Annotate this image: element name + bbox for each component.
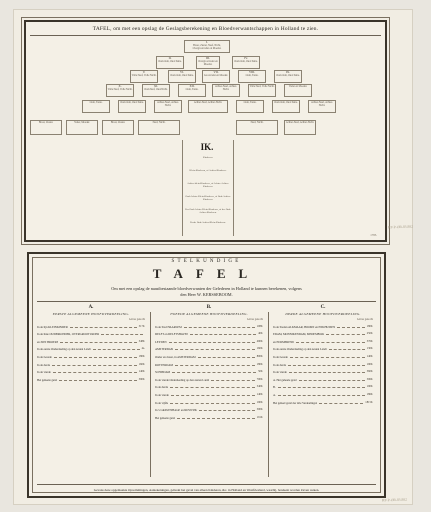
row-value: 2500. xyxy=(366,332,373,336)
table-row xyxy=(273,325,373,329)
descendant-item: Oud-Achter-Klein-Kinderen, of Oud-Achter-Kinderen. xyxy=(185,195,231,201)
divider xyxy=(37,484,376,485)
row-value: 3760. xyxy=(366,339,373,343)
table-row xyxy=(155,347,263,351)
table-row xyxy=(155,332,263,336)
generation-number: VIII. xyxy=(249,70,255,74)
row-label: LEYDEN xyxy=(155,339,167,344)
kinship-label: Oud-Oom, Oud-Tante. xyxy=(170,74,194,77)
table-row xyxy=(37,340,145,344)
row-label: DELFT en DELFTSHAVEN xyxy=(155,332,189,337)
generation-number: I. xyxy=(206,40,208,44)
table-row xyxy=(155,393,263,397)
table-row xyxy=(273,332,373,336)
leader-dots xyxy=(53,372,137,373)
row-label: Het geheele getal xyxy=(37,377,58,382)
pedigree-box xyxy=(236,100,264,113)
row-value: 1400. xyxy=(256,392,263,396)
leader-dots xyxy=(177,418,255,419)
pedigree-box xyxy=(138,120,180,135)
pedigree-box xyxy=(178,84,206,97)
row-value: 4a. xyxy=(141,347,145,351)
row-label: In de eerste Onderdeeling op den zesten Landt xyxy=(37,347,91,352)
table-row xyxy=(155,370,263,374)
kinship-label: Achter-Neef, Achter-Nicht. xyxy=(193,101,223,104)
pedigree-box xyxy=(106,84,134,97)
table-row xyxy=(37,325,145,329)
leader-dots xyxy=(337,327,364,328)
descendant-item: Klein-Kinderen, of Achter-Kinderen. xyxy=(189,169,227,172)
table-row xyxy=(273,347,373,351)
pedigree-box xyxy=(284,84,312,97)
row-value: 3480. xyxy=(138,339,145,343)
descendant-column xyxy=(182,140,234,236)
column-letter: C. xyxy=(320,305,326,310)
kinship-label: Oom, Tante. xyxy=(243,101,257,104)
row-value: 1900. xyxy=(366,385,373,389)
leader-dots xyxy=(319,403,363,404)
row-value: 1400. xyxy=(366,354,373,358)
kinship-label: Oud-Oom, Oud-Tante. xyxy=(158,60,182,63)
row-label: In de vijfde xyxy=(155,400,169,405)
pedigree-box xyxy=(248,84,276,97)
table-row xyxy=(273,355,373,359)
row-label: In de Stad HAARLEM xyxy=(155,324,182,329)
leader-dots xyxy=(288,365,365,366)
row-value: 1400. xyxy=(138,370,145,374)
table-row xyxy=(273,378,373,382)
row-value: 3170. xyxy=(138,324,145,328)
kinship-label: Achter-Neef, Achter-Nicht. xyxy=(311,101,333,107)
pedigree-box xyxy=(168,70,196,83)
kinship-label: Vader en Moeder. xyxy=(288,85,308,88)
row-label: A. xyxy=(273,392,276,397)
row-value: 5400. xyxy=(256,385,263,389)
column-separator xyxy=(150,312,151,477)
table-row xyxy=(273,401,373,405)
leader-dots xyxy=(175,365,255,366)
column-letter: B. xyxy=(206,305,212,310)
row-label: Het geheele getal xyxy=(155,415,176,420)
table-row xyxy=(155,325,263,329)
generation-number: XI. xyxy=(154,84,158,88)
row-value: 500. xyxy=(258,370,263,374)
pedigree-box xyxy=(66,120,98,135)
divider xyxy=(30,35,381,36)
table-row xyxy=(155,378,263,382)
divider xyxy=(37,301,376,302)
leader-dots xyxy=(184,327,255,328)
pedigree-box xyxy=(212,84,240,97)
kinship-label: Broer, Zuster. xyxy=(38,121,54,124)
kinship-label: Volle Neef, Volle Nicht. xyxy=(131,74,157,77)
leader-dots xyxy=(93,349,140,350)
leader-dots xyxy=(296,342,364,343)
table-row xyxy=(155,355,263,359)
leader-dots xyxy=(278,395,365,396)
inventory-stamp: RP-P-OB-83.882 xyxy=(387,224,413,230)
kinship-label: Oud-Neef, Oud-Nicht. xyxy=(144,88,168,91)
kinship-label: Achter-Neef, Achter-Nicht. xyxy=(215,85,237,91)
row-label: In de vierde xyxy=(37,370,51,375)
leader-dots xyxy=(54,357,137,358)
row-value: 18150. xyxy=(365,400,373,404)
row-label: In de tweede xyxy=(37,354,52,359)
row-label: In de derde xyxy=(155,385,169,390)
leader-dots xyxy=(171,395,255,396)
pedigree-box xyxy=(118,100,146,113)
column-letter: A. xyxy=(88,305,94,310)
inventory-stamp-bottom: RP-P-OB-83.882 xyxy=(381,497,407,503)
pedigree-box xyxy=(308,100,336,113)
generation-number: XII. xyxy=(189,84,195,88)
row-label: In de derde xyxy=(273,362,287,367)
column-separator xyxy=(268,312,269,477)
table-row xyxy=(273,363,373,367)
row-label: In de eerste Onderdeeling op den zesten Landt xyxy=(273,347,327,352)
pedigree-box xyxy=(202,70,230,83)
leader-dots xyxy=(299,380,365,381)
pedigree-box xyxy=(236,120,278,135)
table-row xyxy=(37,355,145,359)
column-heading: EERSTE ALGEMEENE HOOFDVERDEELING. xyxy=(52,312,130,316)
row-label: EDAM, MONNIKENDAM, MEDEMBLIK xyxy=(273,332,325,337)
pedigree-box xyxy=(238,70,266,83)
leader-dots xyxy=(278,387,365,388)
row-value: 4900. xyxy=(256,339,263,343)
leader-dots xyxy=(211,380,255,381)
row-label: In 's GRAVENHAGE en RIJSWIJK xyxy=(155,408,197,413)
generation-number: III. xyxy=(206,56,210,60)
row-value: 1860. xyxy=(366,392,373,396)
kinship-label: Overgrootvader en Moeder. xyxy=(198,60,218,66)
row-value: 5060. xyxy=(366,377,373,381)
pedigree-box xyxy=(30,120,62,135)
kinship-label: Oud-Oom, Oud-Tante. xyxy=(234,60,258,63)
row-value: 1600. xyxy=(256,347,263,351)
column-a xyxy=(37,305,145,477)
table-row xyxy=(155,340,263,344)
row-label: In de Steden ALKMAAR, HOORN en ENKHUIZEN xyxy=(273,324,336,329)
unit-label: Lettres gekocht xyxy=(356,318,373,321)
row-value: 7000. xyxy=(256,377,263,381)
table-row xyxy=(273,340,373,344)
row-value: 1900. xyxy=(366,362,373,366)
table-row xyxy=(37,332,145,336)
pedigree-title: TAFEL, om met een opslag de Geslagsberekening en Bloedverwantschappen in Holland te zien. xyxy=(92,26,319,32)
leader-dots xyxy=(170,387,255,388)
table-subtitle-2: den Heer W. KERSSEBOOM. xyxy=(180,292,233,297)
kinship-label: Grootvader en Moeder. xyxy=(203,74,229,77)
row-label: In de lijn KLEINKINDER xyxy=(37,324,68,329)
pedigree-box xyxy=(272,100,300,113)
table-footer: Gevans deze opgemaakte Opsommingen, Aantekeningen, gebrekt het geval van alleen Kinderen, &c. in Holland en Westfriesland, waarbij, berekent worden Zeven weken. xyxy=(93,488,320,492)
row-label: In de vierde xyxy=(273,370,287,375)
generation-number: IV. xyxy=(244,56,248,60)
row-value: 5000. xyxy=(256,408,263,412)
row-label: AMSTERDAM xyxy=(155,347,174,352)
kinship-label: Oud-Oom, Oud-Tante. xyxy=(274,101,298,104)
table-row xyxy=(37,370,145,374)
kinship-label: Oom, Tante. xyxy=(89,101,103,104)
row-value: 1800. xyxy=(256,362,263,366)
unit-label: Lettres gekocht xyxy=(246,318,263,321)
kinship-label: Oom, Tante. xyxy=(185,88,199,91)
leader-dots xyxy=(198,357,255,358)
kinship-label: Broer, Zuster. xyxy=(110,121,126,124)
leader-dots xyxy=(60,342,136,343)
leader-dots xyxy=(190,334,256,335)
table-row xyxy=(155,363,263,367)
pedigree-footer: 1783. xyxy=(370,233,377,237)
row-value: 1800. xyxy=(366,324,373,328)
table-subtitle-1: Om met een opslag de naastbestaande bloedverwanten der Gelederen in Holland te kunnen berekenen, volgens xyxy=(111,286,302,291)
generation-number: II. xyxy=(168,56,172,60)
table-row xyxy=(155,385,263,389)
row-value: 5600. xyxy=(366,370,373,374)
kinship-label: Oom, Tante. xyxy=(245,74,259,77)
kinship-label: Vader, Moeder. xyxy=(74,121,90,124)
kinship-label: Achter-Neef, Achter-Nicht. xyxy=(157,101,179,107)
pedigree-box xyxy=(130,70,158,83)
pedigree-box xyxy=(156,56,184,69)
table-row xyxy=(155,408,263,412)
descendant-item: Kinderen. xyxy=(203,156,213,159)
row-label: In de linie OUDERKINDER, OVERGROOTVADER xyxy=(37,332,100,337)
row-label: Onder en doner, in AMSTERDAM xyxy=(155,354,196,359)
leader-dots xyxy=(290,357,365,358)
table-row xyxy=(37,363,145,367)
generation-number: IX. xyxy=(286,70,290,74)
leader-dots xyxy=(170,403,254,404)
pedigree-box xyxy=(142,84,170,97)
table-row xyxy=(273,393,373,397)
table-row xyxy=(273,370,373,374)
kinship-label: Broer, Zuster, Neef, Nicht, Overgrootvader en Moeder. xyxy=(192,44,222,50)
descendant-item: Der Oud-Achter-Klein-Kinderen, of der Oud-Achter-Kinderen. xyxy=(185,208,231,214)
kinship-label: Volle Neef, Volle Nicht. xyxy=(249,85,275,88)
descendant-item: Achter-klein-Kinderen, of Achter-Achter-Kinderen. xyxy=(187,182,229,188)
ik-label: IK. xyxy=(200,142,214,152)
kinship-label: Volle Neef, Volle Nicht. xyxy=(107,88,133,91)
descendant-item: Derde Oud-Achter-Klein-Kinderen. xyxy=(190,221,226,224)
row-value: 1800. xyxy=(138,354,145,358)
kinship-label: Oud-Oom, Oud-Tante. xyxy=(276,74,300,77)
row-label: In de tweede xyxy=(273,354,288,359)
column-b xyxy=(155,305,263,477)
unit-label: Lettres gekocht xyxy=(128,318,145,321)
table-row xyxy=(273,385,373,389)
leader-dots xyxy=(169,342,255,343)
pedigree-box xyxy=(102,120,134,135)
leader-dots xyxy=(59,380,137,381)
row-value: 3900. xyxy=(138,377,145,381)
column-heading: TWEEDE ALGEMEENE HOOFDVERDEELING. xyxy=(170,312,248,316)
row-value: 1300. xyxy=(366,347,373,351)
table-big-title: TAFEL xyxy=(152,266,261,281)
kinship-label: Oud-Oom, Oud-Tante. xyxy=(120,101,144,104)
pedigree-box xyxy=(274,70,302,83)
leader-dots xyxy=(175,349,254,350)
table-row xyxy=(155,416,263,420)
generation-number: VII. xyxy=(213,70,219,74)
pedigree-table xyxy=(24,20,387,242)
leader-dots xyxy=(70,327,137,328)
row-label: In de vierde Onderdeeling op den zesten Landt xyxy=(155,377,210,382)
table-row xyxy=(37,378,145,382)
row-label: A. Het geheele getal xyxy=(273,377,297,382)
row-label: ROTTERDAM xyxy=(155,362,173,367)
generation-number: VI. xyxy=(180,70,184,74)
leader-dots xyxy=(289,372,365,373)
leader-dots xyxy=(199,410,255,411)
leader-dots xyxy=(326,334,364,335)
row-label: en PURMEREND xyxy=(273,339,295,344)
pedigree-box xyxy=(184,40,230,53)
pedigree-box xyxy=(232,56,260,69)
row-label: B. xyxy=(273,385,276,390)
column-heading: DERDE ALGEMEENE HOOFDVERDEELING. xyxy=(285,312,361,316)
leader-dots xyxy=(329,349,365,350)
row-value: 8000. xyxy=(256,354,263,358)
pedigree-box xyxy=(196,56,220,69)
row-value: 1900. xyxy=(256,400,263,404)
pedigree-box xyxy=(188,100,228,113)
row-label: SCHIEDAM xyxy=(155,370,171,375)
stelkundige-table xyxy=(27,252,386,498)
kinship-label: Achter-Neef, Achter-Nicht. xyxy=(285,121,315,124)
kinship-label: Neef, Nicht. xyxy=(152,121,166,124)
row-value: 1080. xyxy=(256,324,263,328)
pedigree-box xyxy=(284,120,316,135)
pedigree-box xyxy=(82,100,110,113)
row-label: In de derde xyxy=(37,362,51,367)
row-value: 400. xyxy=(258,332,263,336)
leader-dots xyxy=(101,334,143,335)
row-value: 1910. xyxy=(256,415,263,419)
leader-dots xyxy=(52,365,137,366)
row-label: en ZIJN BROERS xyxy=(37,339,59,344)
column-c xyxy=(273,305,373,477)
generation-number: V. xyxy=(142,70,146,74)
generation-number: X. xyxy=(118,84,122,88)
row-label: In de vierde xyxy=(155,392,169,397)
pedigree-box xyxy=(154,100,182,113)
table-pre-title: STELKUNDIGE xyxy=(171,259,242,264)
row-label: Het geheel getal der drie Verdeelingen xyxy=(273,400,318,405)
table-row xyxy=(37,347,145,351)
row-value: 1600. xyxy=(138,362,145,366)
kinship-label: Neef, Nicht. xyxy=(250,121,264,124)
table-row xyxy=(155,401,263,405)
leader-dots xyxy=(172,372,256,373)
